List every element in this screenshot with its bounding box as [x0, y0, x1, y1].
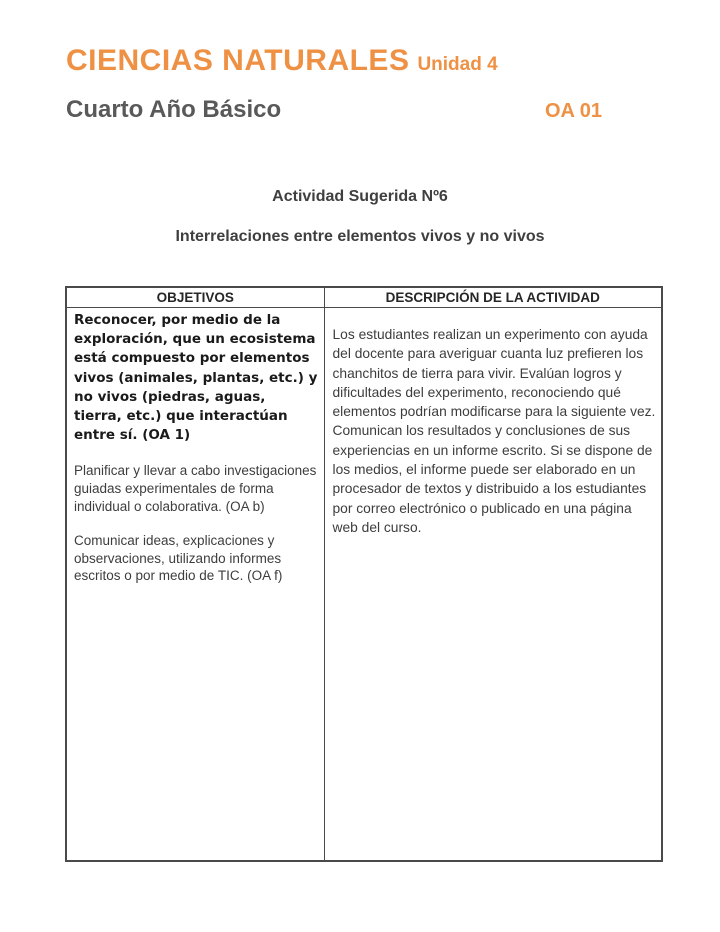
document-header: [0, 0, 720, 124]
unit-label: Unidad 4: [417, 54, 498, 75]
activity-subtitle: Interrelaciones entre elementos vivos y no vivos: [175, 228, 545, 245]
column-header-objectives: OBJETIVOS: [66, 287, 324, 308]
description-text: Los estudiantes realizan un experimento con ayuda del docente para averiguar cuanta luz prefieren los chanchitos de tierra para vivir. Evalúan logros y dificultades del experimento, reconociendo qué elementos podrían modificarse para la siguiente vez. Comunican los resultados y conclusiones de sus experiencias en un informe escrito. Si se dispone de los medios, el informe puede ser elaborado en un procesador de textos y distribuido a los estudiantes por correo electrónico o publicado en una página web del curso.: [332, 327, 656, 535]
activity-title: Actividad Sugerida Nº6: [272, 188, 448, 205]
subject-title-line: [66, 44, 660, 78]
objectives-cell: [66, 308, 324, 862]
subject-title: CIENCIAS NATURALES: [66, 44, 410, 77]
table-header-row: [66, 287, 662, 308]
oa-code: OA 01: [544, 100, 602, 122]
objective-secondary-text-1: Planificar y llevar a cabo investigaciones guiadas experimentales de forma individual o colaborativa. (OA b): [74, 463, 317, 514]
grade-line: [66, 96, 660, 124]
column-header-description: DESCRIPCIÓN DE LA ACTIVIDAD: [324, 287, 662, 308]
objective-secondary-text-2: Comunicar ideas, explicaciones y observaciones, utilizando informes escritos o por medio de TIC. (OA f): [74, 533, 283, 584]
activity-table: [65, 286, 663, 862]
description-cell: [324, 308, 662, 862]
table-body-row: [66, 308, 662, 862]
grade-level: Cuarto Año Básico: [66, 96, 282, 123]
objective-main-text: Reconocer, por medio de la exploración, que un ecosistema está compuesto por elementos vivos (animales, plantas, etc.) y no vivos (piedras, aguas, tierra, etc.) que interactúan entre sí. (OA 1): [74, 312, 318, 444]
